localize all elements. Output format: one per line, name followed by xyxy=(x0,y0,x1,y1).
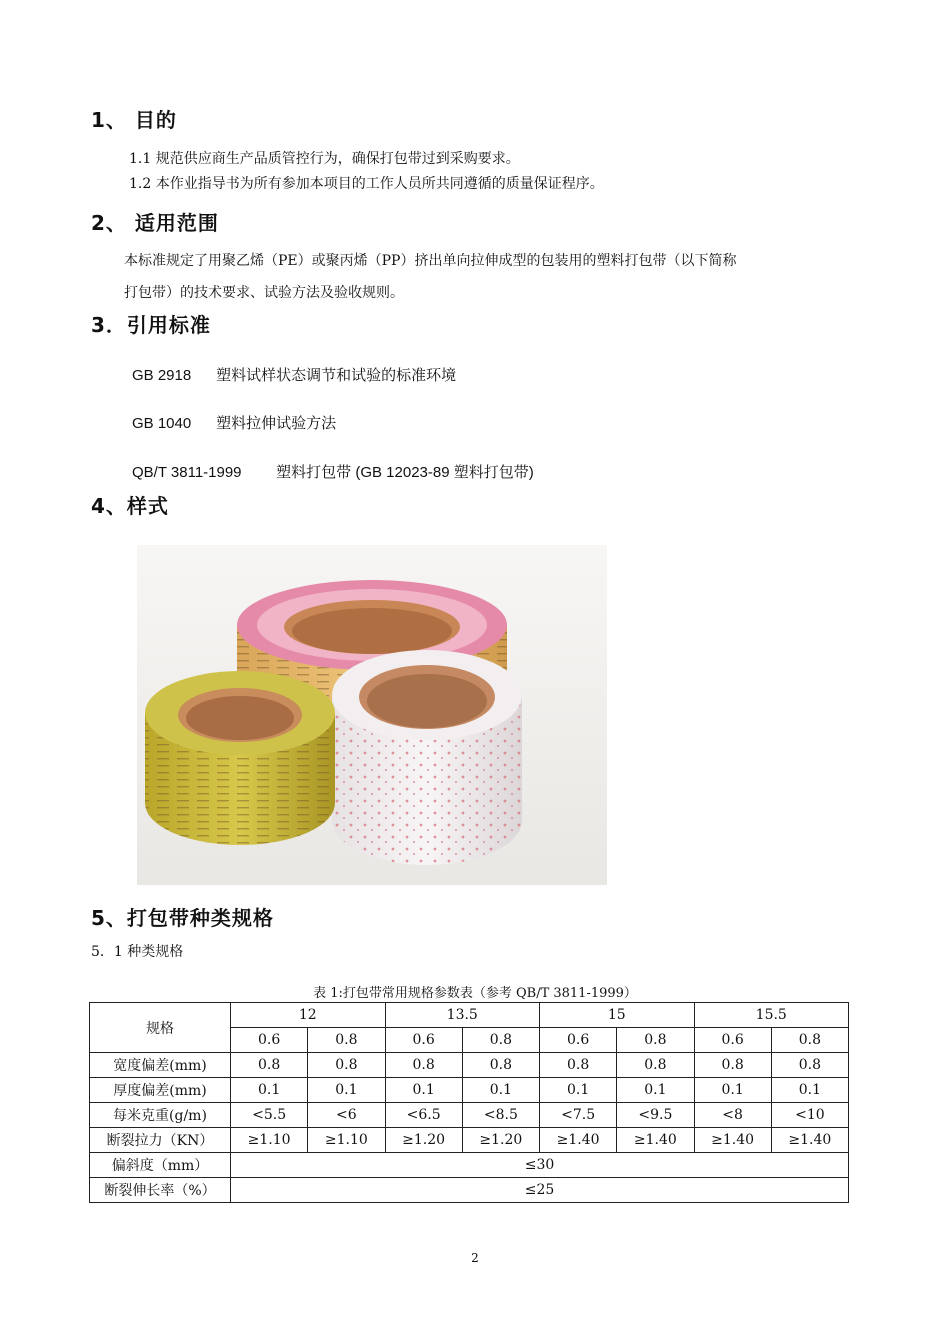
reference-item xyxy=(132,461,534,482)
section-1-line-2: 1.2 本作业指导书为所有参加本项目的工作人员所共同遵循的质量保证程序。 xyxy=(129,176,604,192)
row-label: 宽度偏差(mm) xyxy=(90,1053,231,1078)
table-cell: 0.1 xyxy=(617,1078,694,1103)
section-5-1-subheading: 5．1 种类规格 xyxy=(91,944,184,960)
thickness-cell: 0.8 xyxy=(308,1028,385,1053)
reference-code: QB/T 3811-1999 xyxy=(132,464,242,481)
row-label: 断裂伸长率（%） xyxy=(90,1178,231,1203)
page-number: 2 xyxy=(471,1251,479,1265)
thickness-cell: 0.6 xyxy=(694,1028,771,1053)
reference-item xyxy=(132,412,336,433)
row-label: 厚度偏差(mm) xyxy=(90,1078,231,1103)
width-header-cell: 15 xyxy=(540,1003,695,1028)
table-cell: ≥1.40 xyxy=(617,1128,694,1153)
section-4-heading: 4、样式 xyxy=(91,494,169,518)
section-1-heading: 1、 目的 xyxy=(91,108,177,132)
table-cell: 0.1 xyxy=(231,1078,308,1103)
table-cell: ≥1.20 xyxy=(462,1128,539,1153)
table-cell: 0.8 xyxy=(385,1053,462,1078)
table-cell: 0.1 xyxy=(385,1078,462,1103)
table-cell: <6.5 xyxy=(385,1103,462,1128)
table-row xyxy=(90,1178,849,1203)
table-cell: 0.1 xyxy=(462,1078,539,1103)
table-row xyxy=(90,1003,849,1028)
spec-table xyxy=(89,1002,849,1203)
table-cell: 0.8 xyxy=(308,1053,385,1078)
reference-title: 塑料试样状态调节和试验的标准环境 xyxy=(216,367,457,384)
spec-header-cell: 规格 xyxy=(90,1003,231,1053)
table-cell: 0.1 xyxy=(771,1078,848,1103)
table-cell: ≤30 xyxy=(231,1153,849,1178)
row-label: 断裂拉力（KN） xyxy=(90,1128,231,1153)
table-cell: 0.1 xyxy=(308,1078,385,1103)
section-2-line-1: 本标准规定了用聚乙烯（PE）或聚丙烯（PP）挤出单向拉伸成型的包装用的塑料打包带（以下简称 xyxy=(124,253,737,269)
table-cell: 0.8 xyxy=(617,1053,694,1078)
table-cell: <9.5 xyxy=(617,1103,694,1128)
section-3-heading: 3．引用标准 xyxy=(91,313,211,337)
table-cell: <5.5 xyxy=(231,1103,308,1128)
reference-code: GB 1040 xyxy=(132,415,192,432)
section-5-heading: 5、打包带种类规格 xyxy=(91,906,274,930)
table-cell: ≤25 xyxy=(231,1178,849,1203)
table-cell: <6 xyxy=(308,1103,385,1128)
reference-title: 塑料打包带 (GB 12023-89 塑料打包带) xyxy=(276,464,534,481)
table-cell: 0.8 xyxy=(694,1053,771,1078)
table-row xyxy=(90,1153,849,1178)
table-cell: <8.5 xyxy=(462,1103,539,1128)
table-cell: <8 xyxy=(694,1103,771,1128)
width-header-cell: 15.5 xyxy=(694,1003,849,1028)
yellow-roll xyxy=(145,671,335,845)
row-label: 偏斜度（mm） xyxy=(90,1153,231,1178)
section-1-line-1: 1.1 规范供应商生产品质管控行为，确保打包带过到采购要求。 xyxy=(129,151,520,167)
thickness-cell: 0.6 xyxy=(540,1028,617,1053)
table-cell: 0.8 xyxy=(540,1053,617,1078)
width-header-cell: 13.5 xyxy=(385,1003,540,1028)
white-roll xyxy=(332,650,522,865)
reference-code: GB 2918 xyxy=(132,367,192,384)
table-cell: 0.8 xyxy=(462,1053,539,1078)
strapping-rolls-photo xyxy=(137,545,607,885)
table-caption: 表 1:打包带常用规格参数表（参考 QB/T 3811-1999） xyxy=(313,986,637,1001)
thickness-cell: 0.8 xyxy=(462,1028,539,1053)
reference-title: 塑料拉伸试验方法 xyxy=(216,415,337,432)
table-row xyxy=(90,1078,849,1103)
table-row xyxy=(90,1053,849,1078)
table-cell: 0.1 xyxy=(694,1078,771,1103)
table-cell: <10 xyxy=(771,1103,848,1128)
table-cell: ≥1.10 xyxy=(231,1128,308,1153)
reference-item xyxy=(132,364,456,385)
table-row xyxy=(90,1128,849,1153)
section-2-heading: 2、 适用范围 xyxy=(91,211,219,235)
thickness-cell: 0.8 xyxy=(617,1028,694,1053)
table-cell: ≥1.20 xyxy=(385,1128,462,1153)
table-cell: ≥1.10 xyxy=(308,1128,385,1153)
table-row xyxy=(90,1103,849,1128)
row-label: 每米克重(g/m) xyxy=(90,1103,231,1128)
table-cell: 0.8 xyxy=(771,1053,848,1078)
table-cell: ≥1.40 xyxy=(540,1128,617,1153)
thickness-cell: 0.8 xyxy=(771,1028,848,1053)
width-header-cell: 12 xyxy=(231,1003,386,1028)
section-2-line-2: 打包带）的技术要求、试验方法及验收规则。 xyxy=(124,285,404,301)
table-cell: ≥1.40 xyxy=(694,1128,771,1153)
table-cell: ≥1.40 xyxy=(771,1128,848,1153)
thickness-cell: 0.6 xyxy=(385,1028,462,1053)
table-cell: 0.8 xyxy=(231,1053,308,1078)
table-cell: 0.1 xyxy=(540,1078,617,1103)
table-cell: <7.5 xyxy=(540,1103,617,1128)
thickness-cell: 0.6 xyxy=(231,1028,308,1053)
